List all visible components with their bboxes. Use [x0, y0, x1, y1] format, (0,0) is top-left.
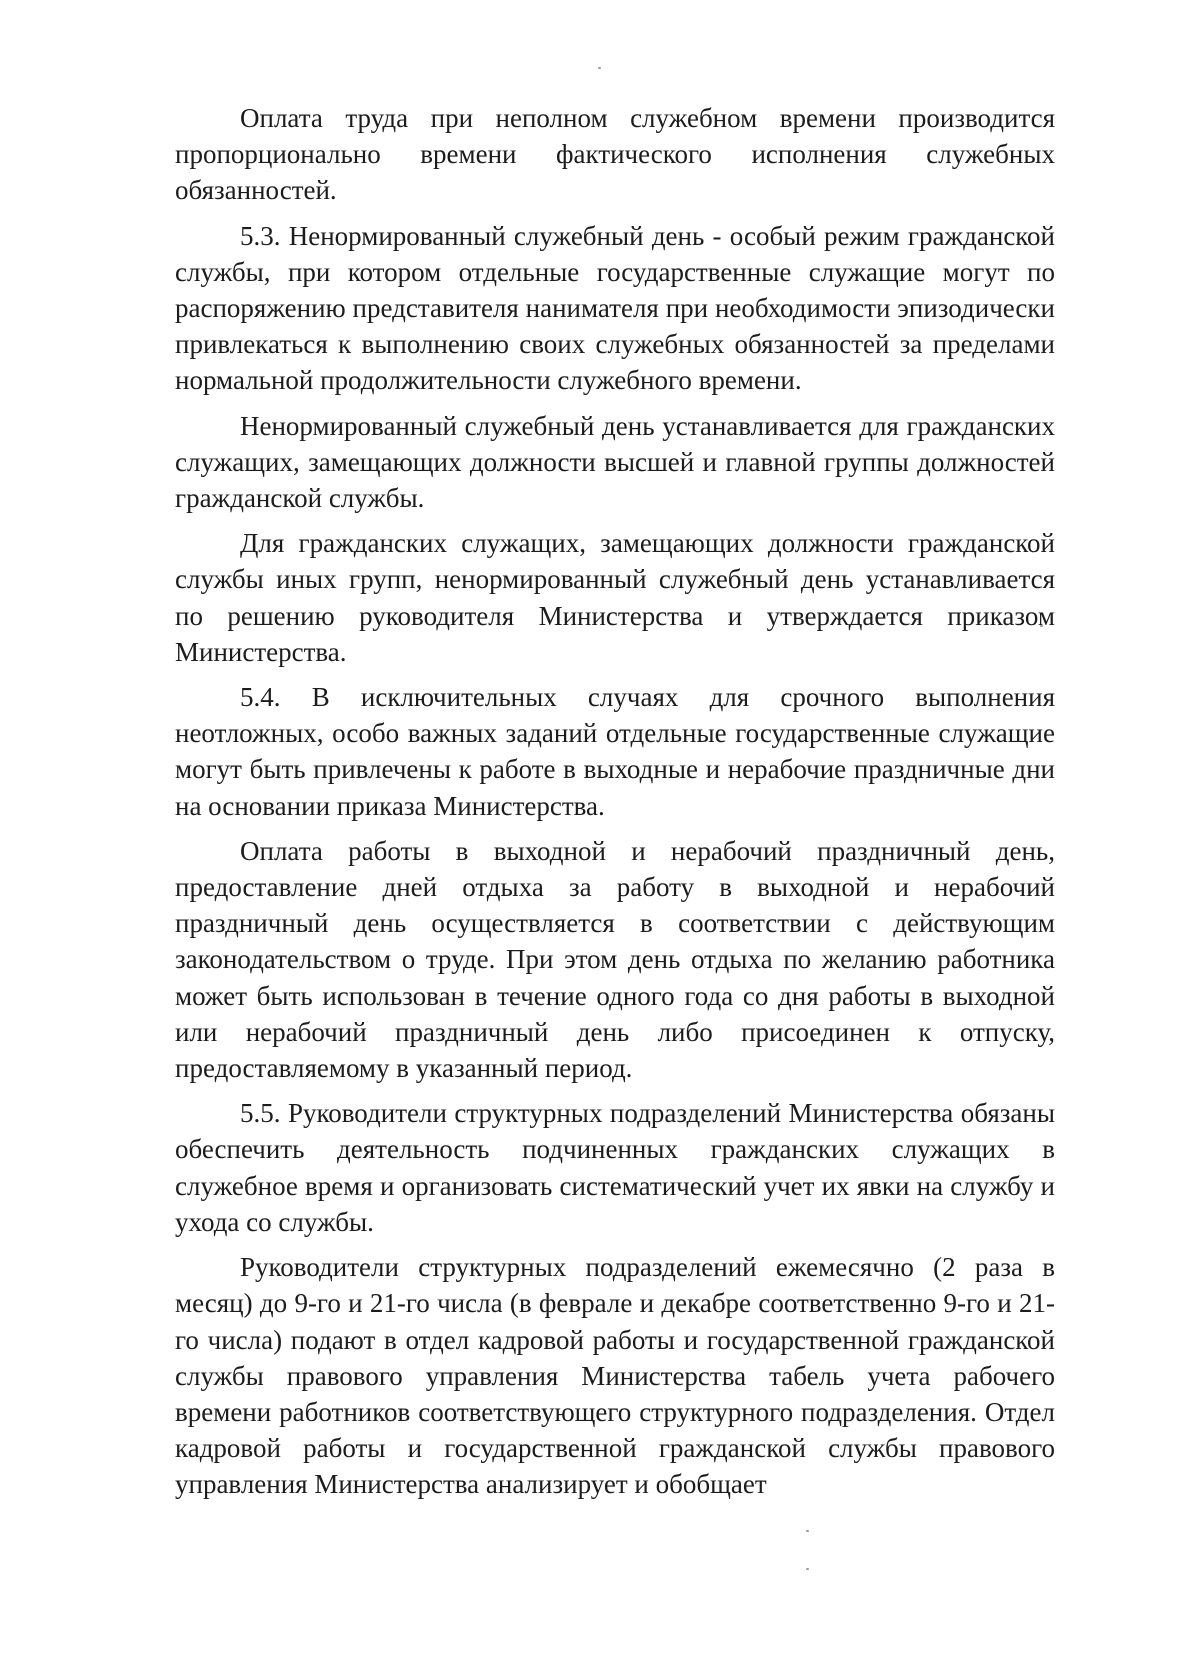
scan-speck	[598, 67, 601, 69]
paragraph-5-5: 5.5. Руководители структурных подразделений Министерства обязаны обеспечить деятельность подчиненных гражданских служащих в служебное время и организовать систематический учет их явки на службу и ухода со службы.	[175, 1098, 1055, 1237]
paragraph-5-3: 5.3. Ненормированный служебный день - особый режим гражданской службы, при котором отдельные государственные служащие могут по распоряжению представителя нанимателя при необходимости эпизодически привлекаться к выполнению своих служебных обязанностей за пределами нормальной продолжительности служебного времени.	[175, 220, 1055, 396]
paragraph-timesheet: Руководители структурных подразделений ежемесячно (2 раза в месяц) до 9-го и 21-го числа (в феврале и декабре соответственно 9-го и 21-го числа) подают в отдел кадровой работы и государственной гражданской службы правового управления Министерства табель учета рабочего времени работников соответствующего структурного подразделения. Отдел кадровой работы и государственной гражданской службы правового управления Министерства анализирует и обобщает	[175, 1252, 1055, 1500]
paragraph-irregular-day-senior: Ненормированный служебный день устанавливается для гражданских служащих, замещающих должности высшей и главной группы должностей гражданской службы.	[175, 410, 1055, 514]
scan-speck	[806, 1530, 809, 1532]
document-body	[175, 100, 1055, 1512]
paragraph-irregular-day-other: Для гражданских служащих, замещающих должности гражданской службы иных групп, ненормированный служебный день устанавливается по решению руководителя Министерства и утверждается приказом Министерства.	[175, 528, 1055, 667]
paragraph-5-4: 5.4. В исключительных случаях для срочного выполнения неотложных, особо важных заданий отдельные государственные служащие могут быть привлечены к работе в выходные и нерабочие праздничные дни на основании приказа Министерства.	[175, 682, 1055, 821]
paragraph-part-time-pay: Оплата труда при неполном служебном времени производится пропорционально времени фактического исполнения служебных обязанностей.	[175, 103, 1055, 206]
paragraph-holiday-pay: Оплата работы в выходной и нерабочий праздничный день, предоставление дней отдыха за работу в выходной и нерабочий праздничный день осуществляется в соответствии с действующим законодательством о труде. При этом день отдыха по желанию работника может быть использован в течение одного года со дня работы в выходной или нерабочий праздничный день либо присоединен к отпуску, предоставляемому в указанный период.	[175, 835, 1055, 1084]
scan-speck	[806, 1568, 809, 1570]
